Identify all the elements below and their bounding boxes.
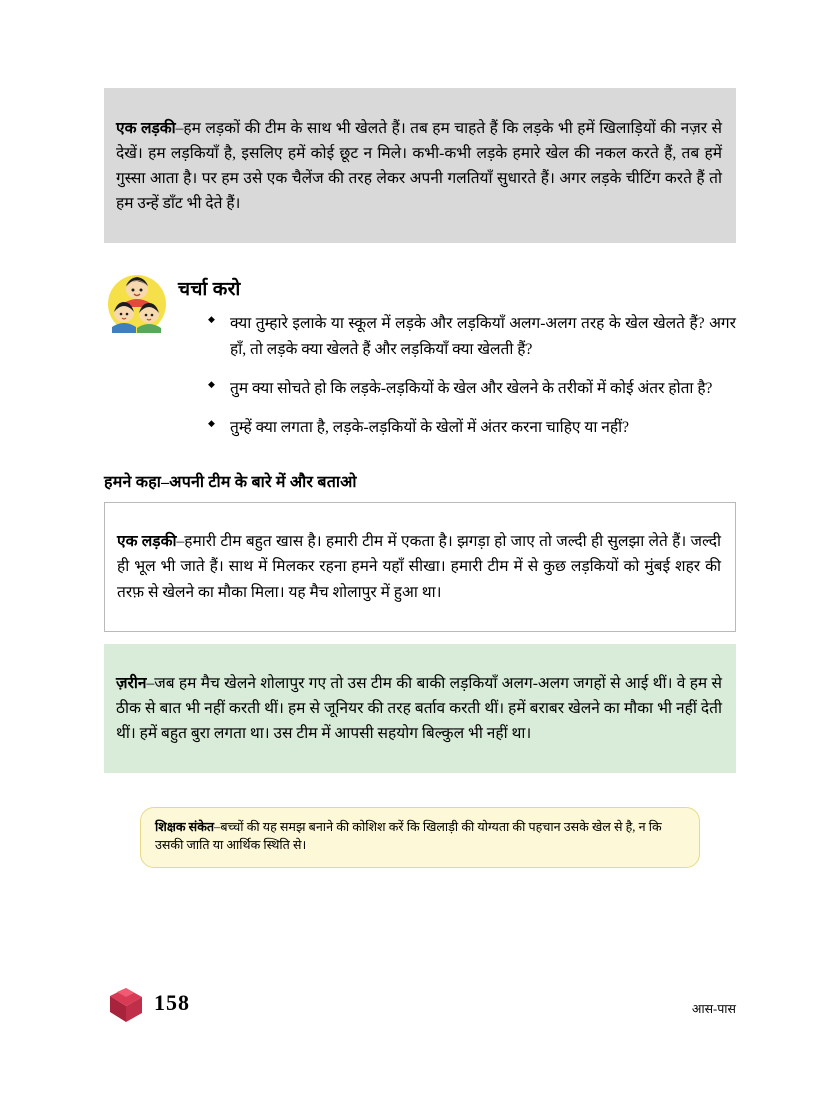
discussion-title: चर्चा करो: [178, 279, 241, 301]
teacher-note: [140, 807, 700, 869]
list-item: ◆ क्या तुम्हारे इलाके या स्कूल में लड़के और लड़कियाँ अलग-अलग तरह के खेल खेलते हैं? अगर हाँ, तो लड़के क्या खेलते हैं और लड़कियाँ क्या खेलती हैं?: [208, 311, 736, 361]
spacer: [104, 632, 736, 644]
cube-decoration-icon: [104, 982, 148, 1026]
quote-box-plain: [104, 502, 736, 632]
speaker-dash: –: [176, 533, 185, 551]
page-number: 158: [154, 990, 190, 1015]
list-item: ◆ तुम क्या सोचते हो कि लड़के-लड़कियों के खेल और खेलने के तरीकों में कोई अंतर होता है?: [208, 376, 736, 401]
footer-book-title: आस-पास: [691, 1002, 736, 1016]
page-content: [104, 88, 736, 868]
quote-text: जब हम मैच खेलने शोलापुर गए तो उस टीम की बाकी लड़कियाँ अलग-अलग जगहों से आई थीं। वे हम से ठीक से बात भी नहीं करती थीं। हम से जूनियर की तरह बर्ताव करती थीं। हमें बराबर खेलने का मौका भी नहीं देती थीं। हमें बहुत बुरा लगता था। उस टीम में आपसी सहयोग बिल्कुल भी नहीं था।: [116, 674, 722, 742]
speaker-label: एक लड़की: [116, 119, 176, 137]
speaker-label: ज़रीन: [116, 674, 147, 692]
quote-paragraph: [116, 671, 722, 746]
speaker-dash: –: [175, 119, 184, 137]
teacher-note-label: शिक्षक संकेत: [155, 819, 215, 834]
teacher-note-dash: –: [214, 819, 221, 834]
quote-text: हम लड़कों की टीम के साथ भी खेलते हैं। तब हम चाहते हैं कि लड़के भी हमें खिलाड़ियों की नज़र से देखें। हम लड़कियाँ है, इसलिए हमें कोई छूट न मिले। कभी-कभी लड़के हमारे खेल की नकल करते हैं, तब हमें गुस्सा आता है। पर हम उसे एक चैलेंज की तरह लेकर अपनी गलतियाँ सुधारते हैं। अगर लड़के चीटिंग करते हैं तो हम उन्हें डाँट भी देते हैं।: [116, 119, 722, 212]
quote-text: हमारी टीम बहुत खास है। हमारी टीम में एकता है। झगड़ा हो जाए तो जल्दी ही सुलझा लेते हैं। जल्दी ही भूल भी जाते हैं। साथ में मिलकर रहना हमने यहाँ सीखा। हमारी टीम में से कुछ लड़कियों को मुंबई शहर की तरफ़ से खेलने का मौका मिला। यह मैच शोलापुर में हुआ था।: [117, 533, 721, 601]
quote-box-grey: [104, 88, 736, 243]
speaker-label: एक लड़की: [117, 533, 177, 551]
list-item: ◆ तुम्हें क्या लगता है, लड़के-लड़कियों के खेलों में अंतर करना चाहिए या नहीं?: [208, 415, 736, 440]
quote-paragraph: [117, 529, 721, 604]
discussion-question-list: [104, 311, 736, 439]
discussion-section: [104, 269, 736, 439]
section-heading: [104, 470, 736, 492]
speaker-dash: –: [146, 674, 155, 692]
children-discussion-icon: [106, 273, 168, 335]
quote-paragraph: [116, 116, 722, 216]
section-heading-text: हमने कहा–अपनी टीम के बारे में और बताओ: [104, 473, 357, 491]
quote-box-green: [104, 644, 736, 772]
teacher-note-text: बच्चों की यह समझ बनाने की कोशिश करें कि खिलाड़ी की योग्यता की पहचान उसके खेल से है, न कि उसकी जाति या आर्थिक स्थिति से।: [155, 819, 662, 853]
page-footer: [104, 986, 736, 1032]
